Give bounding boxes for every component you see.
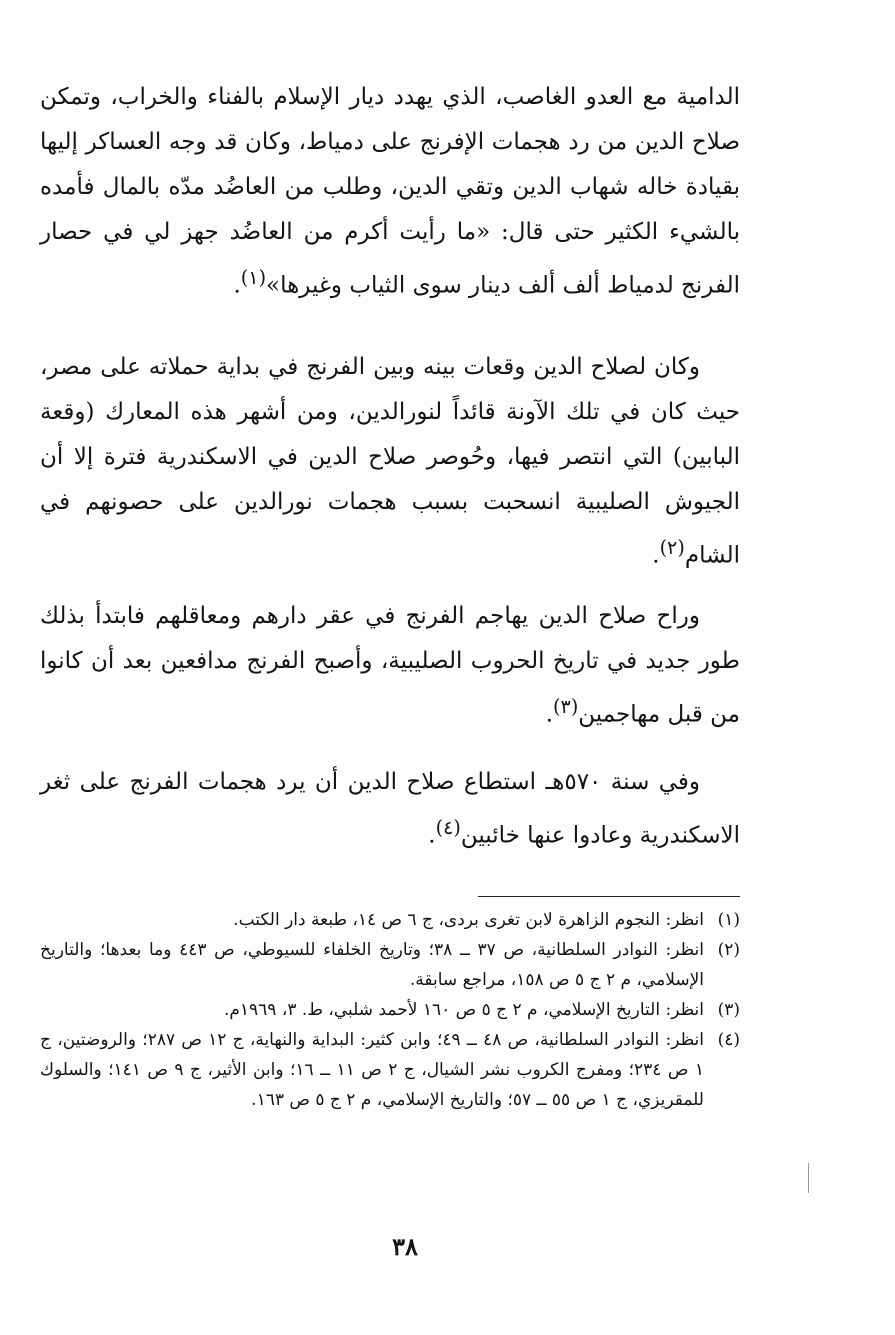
paragraph-4-end: .: [428, 822, 436, 849]
paragraph-2-text: وكان لصلاح الدين وقعات بينه وبين الفرنج في بداية حملاته على مصر، حيث كان في تلك الآونة قائداً لنورالدين، ومن أشهر هذه المعارك (وقعة البابين) التي انتصر فيها، وحُوصر صلاح الدين في الاسكندرية فترة إلا أن الجيوش الصليبية انسحبت بسبب هجمات نورالدين على حصونهم في الشام: [40, 354, 740, 569]
footnotes: [40, 905, 740, 1115]
footnote-2-number: (٢): [717, 940, 740, 960]
paragraph-1-end: .: [233, 272, 241, 299]
paragraph-3-end: .: [545, 701, 554, 728]
footnote-separator: [478, 896, 740, 897]
footnote-3-text: انظر: التاريخ الإسلامي، م ٢ ج ٥ ص ١٦٠ لأحمد شلبي، ط. ٣، ١٩٦٩م.: [223, 1000, 704, 1020]
paragraph-2-end: .: [652, 542, 660, 569]
margin-mark: [808, 1163, 809, 1193]
footnote-4-text: انظر: النوادر السلطانية، ص ٤٨ ــ ٤٩؛ وابن كثير: البداية والنهاية، ج ١٢ ص ٢٨٧؛ والروضتين، ج ١ ص ٢٣٤؛ ومفرج الكروب نشر الشيال، ج ٢ ص ١١ ــ ١٦؛ وابن الأثير، ج ٩ ص ١٤١؛ والسلوك للمقريزي، ج ١ ص ٥٥ ــ ٥٧؛ والتاريخ الإسلامي، م ٢ ج ٥ ص ١٦٣.: [40, 1030, 704, 1110]
footnote-4-number: (٤): [717, 1030, 740, 1050]
footnote-1-text: انظر: النجوم الزاهرة لابن تغرى بردى، ج ٦ ص ١٤، طبعة دار الكتب.: [233, 910, 704, 930]
footnote-3: [40, 995, 740, 1025]
footnote-ref-3: (٣): [553, 695, 579, 718]
footnote-ref-2: (٢): [659, 536, 685, 559]
footnote-ref-1: (١): [240, 266, 267, 289]
paragraph-4: [40, 760, 740, 859]
paragraph-2: [40, 345, 740, 579]
footnote-1: [40, 905, 740, 935]
paragraph-1: [40, 75, 740, 309]
footnote-3-number: (٣): [717, 1000, 740, 1020]
paragraph-4-text: وفي سنة ٥٧٠هـ استطاع صلاح الدين أن يرد هجمات الفرنج على ثغر الاسكندرية وعادوا عنها خائبين: [40, 769, 740, 849]
footnote-2-text: انظر: النوادر السلطانية، ص ٣٧ ــ ٣٨؛ وتاريخ الخلفاء للسيوطي، ص ٤٤٣ وما بعدها؛ والتاريخ الإسلامي، م ٢ ج ٥ ص ١٥٨، مراجع سابقة.: [40, 940, 704, 990]
paragraph-3-text: وراح صلاح الدين يهاجم الفرنج في عقر دارهم ومعاقلهم فابتدأ بذلك طور جديد في تاريخ الحروب الصليبية، وأصبح الفرنج مدافعين بعد أن كانوا من قبل مهاجمين: [40, 603, 740, 728]
page-number: ٣٨: [392, 1232, 418, 1261]
footnote-1-number: (١): [717, 910, 740, 930]
footnote-ref-4: (٤): [435, 816, 461, 839]
paragraph-1-text: الدامية مع العدو الغاصب، الذي يهدد ديار الإسلام بالفناء والخراب، وتمكن صلاح الدين من رد هجمات الإفرنج على دمياط، وكان قد وجه العساكر إليها بقيادة خاله شهاب الدين وتقي الدين، وطلب من العاضُد مدّه بالمال فأمده بالشيء الكثير حتى قال: «ما رأيت أكرم من العاضُد جهز لي في حصار الفرنج لدمياط ألف ألف دينار سوى الثياب وغيرها»: [40, 84, 740, 299]
paragraph-3: [40, 594, 740, 738]
footnote-2: [40, 935, 740, 995]
footnote-4: [40, 1025, 740, 1115]
